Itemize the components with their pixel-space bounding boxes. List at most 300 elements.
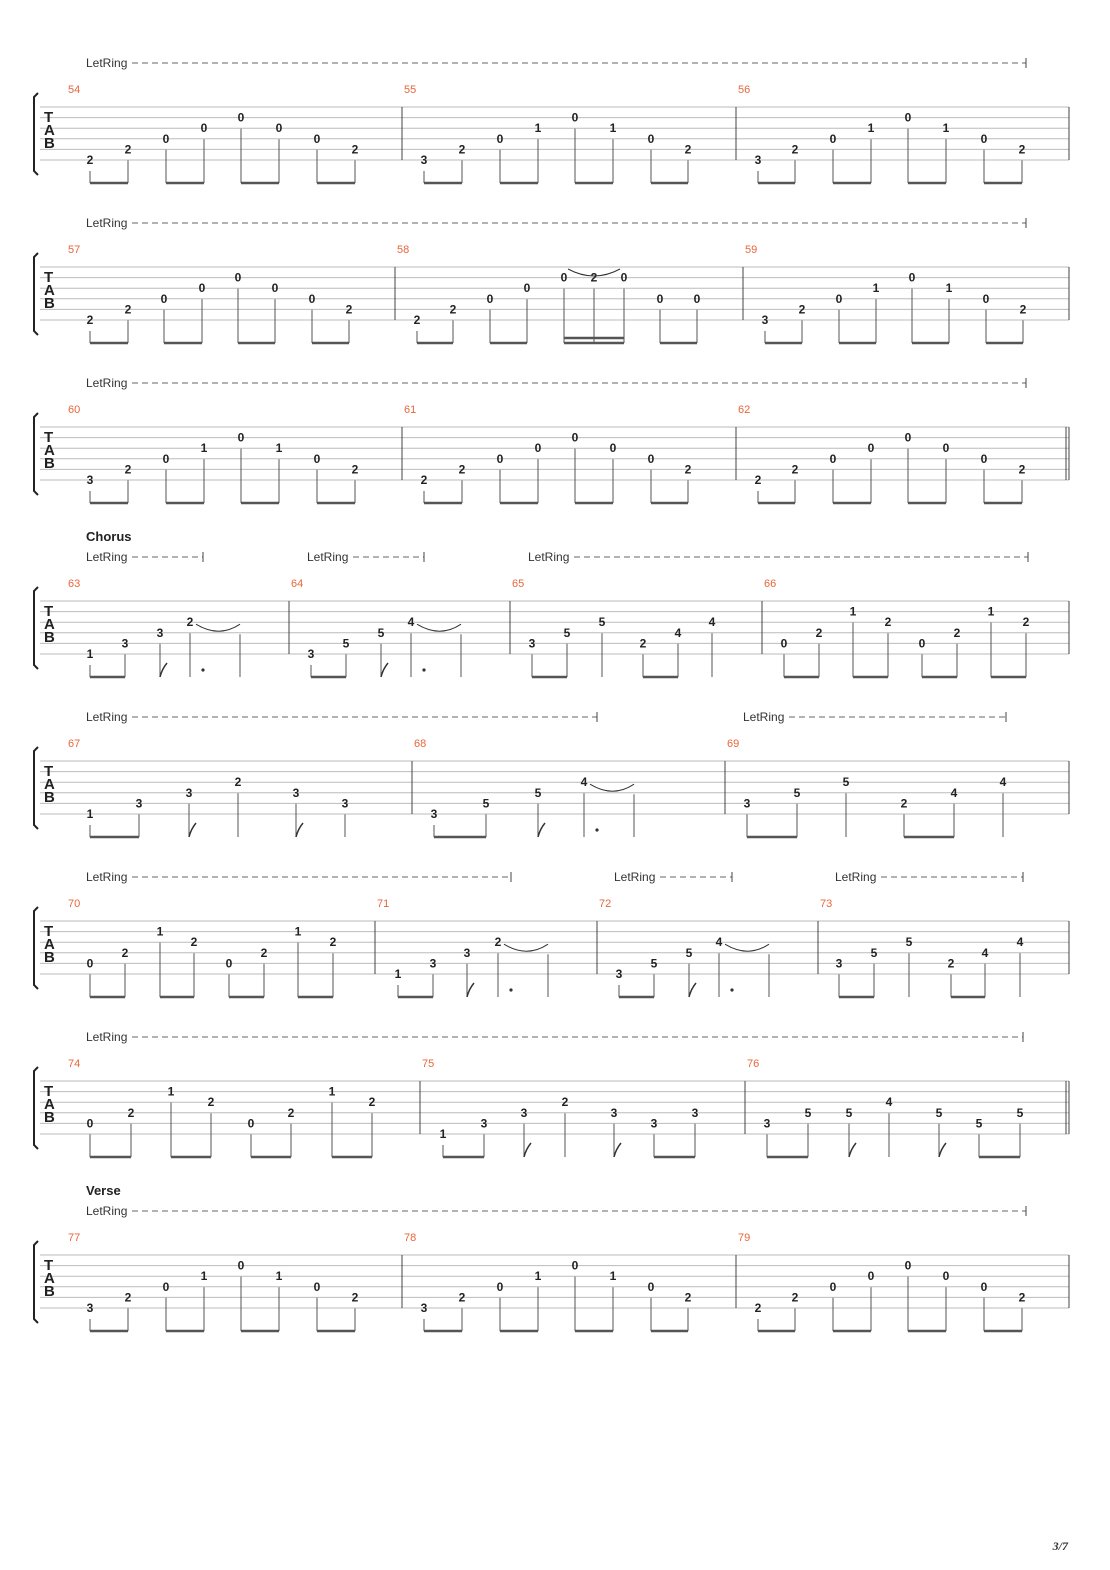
- tie-arc: [417, 624, 461, 631]
- dotted-rhythm-dot: [730, 988, 733, 991]
- let-ring-label: LetRing: [86, 870, 128, 884]
- fret-number: 1: [275, 1269, 283, 1284]
- fret-number: 2: [124, 142, 132, 157]
- fret-number: 3: [135, 796, 143, 811]
- fret-number: 0: [780, 636, 788, 651]
- fret-number: 0: [656, 291, 664, 306]
- fret-number: 5: [377, 625, 385, 640]
- fret-number: 2: [1019, 302, 1027, 317]
- tab-clef-letter: B: [44, 1283, 55, 1300]
- fret-number: 0: [620, 270, 628, 285]
- bar-number: 55: [404, 84, 417, 96]
- fret-number: 3: [307, 647, 315, 661]
- fret-number: 4: [885, 1095, 893, 1110]
- tab-clef-letter: T: [44, 109, 54, 126]
- system-bracket: [34, 1067, 38, 1149]
- fret-number: 3: [429, 956, 437, 971]
- bar-number: 75: [422, 1058, 435, 1070]
- fret-number: 2: [121, 945, 129, 960]
- fret-number: 2: [884, 615, 892, 630]
- fret-number: 4: [580, 775, 588, 790]
- fret-number: 0: [942, 441, 950, 456]
- fret-number: 5: [793, 785, 801, 800]
- fret-number: 2: [207, 1095, 215, 1110]
- fret-number: 1: [200, 441, 208, 456]
- bar-number: 72: [599, 898, 612, 910]
- bar-number: 59: [745, 244, 758, 256]
- fret-number: 3: [610, 1105, 618, 1120]
- fret-number: 0: [571, 1258, 579, 1273]
- fret-number: 5: [845, 1105, 853, 1120]
- fret-number: 5: [905, 935, 913, 950]
- fret-number: 0: [647, 451, 655, 466]
- bar-number: 74: [68, 1058, 81, 1070]
- fret-number: 0: [160, 291, 168, 306]
- note-flag: [538, 823, 545, 837]
- fret-number: 0: [647, 131, 655, 146]
- fret-number: 2: [1018, 1290, 1026, 1305]
- note-flag: [939, 1143, 946, 1157]
- fret-number: 0: [982, 291, 990, 306]
- fret-number: 0: [486, 291, 494, 306]
- tab-system: [34, 529, 1069, 677]
- fret-number: 2: [458, 142, 466, 157]
- fret-number: 3: [430, 807, 438, 821]
- measure: [738, 404, 1026, 503]
- fret-number: 2: [947, 956, 955, 971]
- tie-arc: [590, 784, 634, 791]
- tab-system: [34, 216, 1069, 343]
- fret-number: 2: [329, 935, 337, 950]
- fret-number: 5: [935, 1105, 943, 1120]
- fret-number: 3: [691, 1105, 699, 1120]
- dotted-rhythm-dot: [422, 668, 425, 671]
- tab-clef-letter: T: [44, 1257, 54, 1274]
- fret-number: 0: [308, 291, 316, 306]
- page-number: 3/7: [1052, 1539, 1068, 1553]
- note-flag: [614, 1143, 621, 1157]
- bar-number: 58: [397, 244, 410, 256]
- tie-arc: [504, 944, 548, 951]
- fret-number: 5: [563, 625, 571, 640]
- fret-number: 0: [980, 1279, 988, 1294]
- fret-number: 3: [121, 636, 129, 651]
- note-flag: [467, 983, 474, 997]
- fret-number: 2: [561, 1095, 569, 1110]
- bar-number: 57: [68, 244, 81, 256]
- fret-number: 2: [754, 473, 762, 487]
- fret-number: 1: [167, 1084, 175, 1099]
- fret-number: 3: [763, 1116, 771, 1131]
- measure: [599, 898, 769, 997]
- section-label: Verse: [86, 1183, 121, 1198]
- fret-number: 0: [247, 1116, 255, 1131]
- let-ring-label: LetRing: [86, 1204, 128, 1218]
- fret-number: 2: [190, 935, 198, 950]
- measure: [68, 738, 349, 837]
- measure: [512, 578, 716, 677]
- fret-number: 0: [237, 430, 245, 445]
- measure: [68, 244, 353, 343]
- dotted-rhythm-dot: [595, 828, 598, 831]
- tab-clef-letter: T: [44, 269, 54, 286]
- fret-number: 2: [413, 313, 421, 327]
- fret-number: 0: [534, 441, 542, 456]
- bar-number: 66: [764, 578, 777, 590]
- let-ring-label: LetRing: [86, 710, 128, 724]
- fret-number: 3: [463, 945, 471, 960]
- fret-number: 0: [693, 291, 701, 306]
- fret-number: 2: [287, 1105, 295, 1120]
- fret-number: 3: [835, 956, 843, 971]
- fret-number: 0: [647, 1279, 655, 1294]
- fret-number: 0: [271, 281, 279, 296]
- fret-number: 0: [237, 110, 245, 125]
- fret-number: 4: [708, 615, 716, 630]
- fret-number: 2: [124, 1290, 132, 1305]
- fret-number: 3: [185, 785, 193, 800]
- measure: [397, 244, 701, 343]
- measure: [414, 738, 634, 837]
- bar-number: 54: [68, 84, 81, 96]
- fret-number: 1: [987, 604, 995, 619]
- fret-number: 1: [945, 281, 953, 296]
- system-bracket: [34, 413, 38, 495]
- fret-number: 2: [351, 142, 359, 157]
- fret-number: 1: [872, 281, 880, 296]
- fret-number: 2: [590, 270, 598, 285]
- fret-number: 0: [980, 131, 988, 146]
- let-ring-label: LetRing: [86, 216, 128, 230]
- fret-number: 3: [650, 1116, 658, 1131]
- fret-number: 2: [260, 945, 268, 960]
- fret-number: 4: [674, 625, 682, 640]
- measure: [68, 84, 359, 183]
- measure: [727, 738, 1007, 837]
- fret-number: 1: [86, 647, 94, 661]
- fret-number: 5: [842, 775, 850, 790]
- measure: [820, 898, 1024, 997]
- system-bracket: [34, 907, 38, 989]
- fret-number: 0: [237, 1258, 245, 1273]
- fret-number: 3: [86, 1301, 94, 1315]
- fret-number: 0: [835, 291, 843, 306]
- fret-number: 0: [523, 281, 531, 296]
- let-ring-label: LetRing: [743, 710, 785, 724]
- fret-number: 5: [870, 945, 878, 960]
- fret-number: 2: [127, 1105, 135, 1120]
- fret-number: 2: [86, 153, 94, 167]
- tab-clef-letter: T: [44, 429, 54, 446]
- fret-number: 2: [1022, 615, 1030, 630]
- fret-number: 0: [496, 131, 504, 146]
- measure: [291, 578, 461, 677]
- fret-number: 2: [815, 625, 823, 640]
- fret-number: 2: [900, 796, 908, 811]
- tab-clef-letter: A: [44, 776, 55, 793]
- measure: [404, 1232, 692, 1331]
- fret-number: 3: [156, 625, 164, 640]
- fret-number: 3: [341, 796, 349, 811]
- note-flag: [689, 983, 696, 997]
- bar-number: 60: [68, 404, 81, 416]
- fret-number: 4: [715, 935, 723, 950]
- fret-number: 0: [200, 121, 208, 136]
- fret-number: 0: [313, 131, 321, 146]
- fret-number: 0: [275, 121, 283, 136]
- fret-number: 3: [615, 967, 623, 981]
- tab-clef-letter: A: [44, 282, 55, 299]
- note-flag: [160, 663, 167, 677]
- fret-number: 1: [609, 1269, 617, 1284]
- fret-number: 5: [1016, 1105, 1024, 1120]
- bar-number: 65: [512, 578, 525, 590]
- fret-number: 0: [234, 270, 242, 285]
- measure: [738, 84, 1026, 183]
- fret-number: 5: [342, 636, 350, 651]
- let-ring-label: LetRing: [86, 56, 128, 70]
- fret-number: 1: [439, 1127, 447, 1141]
- tab-clef-letter: T: [44, 603, 54, 620]
- fret-number: 5: [650, 956, 658, 971]
- fret-number: 0: [609, 441, 617, 456]
- tab-clef-letter: B: [44, 295, 55, 312]
- fret-number: 0: [829, 451, 837, 466]
- fret-number: 1: [534, 121, 542, 136]
- measure: [68, 578, 240, 677]
- tab-system: [34, 56, 1069, 183]
- fret-number: 3: [420, 1301, 428, 1315]
- fret-number: 0: [86, 1116, 94, 1131]
- tab-clef-letter: B: [44, 629, 55, 646]
- fret-number: 2: [684, 142, 692, 157]
- fret-number: 4: [981, 945, 989, 960]
- fret-number: 5: [482, 796, 490, 811]
- system-bracket: [34, 1241, 38, 1323]
- tab-clef-letter: A: [44, 1096, 55, 1113]
- fret-number: 0: [942, 1269, 950, 1284]
- fret-number: 0: [560, 270, 568, 285]
- fret-number: 2: [458, 1290, 466, 1305]
- let-ring-label: LetRing: [86, 550, 128, 564]
- bar-number: 70: [68, 898, 81, 910]
- fret-number: 0: [904, 110, 912, 125]
- fret-number: 2: [449, 302, 457, 317]
- fret-number: 1: [200, 1269, 208, 1284]
- fret-number: 2: [791, 142, 799, 157]
- bar-number: 73: [820, 898, 833, 910]
- fret-number: 2: [234, 775, 242, 790]
- fret-number: 3: [480, 1116, 488, 1131]
- fret-number: 2: [791, 1290, 799, 1305]
- tab-system: [34, 710, 1069, 837]
- fret-number: 2: [494, 935, 502, 950]
- tab-clef-letter: A: [44, 936, 55, 953]
- section-label: Chorus: [86, 529, 132, 544]
- fret-number: 2: [1018, 462, 1026, 477]
- fret-number: 0: [162, 131, 170, 146]
- fret-number: 0: [980, 451, 988, 466]
- measure: [747, 1058, 1024, 1157]
- fret-number: 0: [829, 1279, 837, 1294]
- tab-clef-letter: A: [44, 442, 55, 459]
- tab-clef-letter: A: [44, 1270, 55, 1287]
- fret-number: 4: [407, 615, 415, 630]
- note-flag: [849, 1143, 856, 1157]
- fret-number: 0: [225, 956, 233, 971]
- tab-clef-letter: T: [44, 763, 54, 780]
- fret-number: 0: [867, 441, 875, 456]
- fret-number: 4: [1016, 935, 1024, 950]
- fret-number: 2: [458, 462, 466, 477]
- fret-number: 1: [394, 967, 402, 981]
- fret-number: 0: [904, 430, 912, 445]
- note-flag: [381, 663, 388, 677]
- tab-clef-letter: B: [44, 135, 55, 152]
- let-ring-label: LetRing: [86, 1030, 128, 1044]
- let-ring-label: LetRing: [528, 550, 570, 564]
- fret-number: 0: [496, 451, 504, 466]
- tab-clef-letter: T: [44, 1083, 54, 1100]
- fret-number: 3: [761, 313, 769, 327]
- measure: [404, 404, 692, 503]
- note-flag: [524, 1143, 531, 1157]
- let-ring-label: LetRing: [614, 870, 656, 884]
- measure: [764, 578, 1030, 677]
- tab-clef-letter: B: [44, 455, 55, 472]
- let-ring-label: LetRing: [86, 376, 128, 390]
- measure: [422, 1058, 699, 1157]
- measure: [68, 898, 337, 997]
- let-ring-label: LetRing: [835, 870, 877, 884]
- fret-number: 1: [294, 924, 302, 939]
- fret-number: 2: [124, 462, 132, 477]
- fret-number: 0: [571, 430, 579, 445]
- tab-clef-letter: T: [44, 923, 54, 940]
- fret-number: 1: [609, 121, 617, 136]
- bar-number: 71: [377, 898, 390, 910]
- fret-number: 0: [162, 451, 170, 466]
- bar-number: 63: [68, 578, 81, 590]
- bar-number: 77: [68, 1232, 81, 1244]
- tab-clef-letter: B: [44, 789, 55, 806]
- fret-number: 2: [684, 1290, 692, 1305]
- fret-number: 3: [743, 796, 751, 811]
- fret-number: 2: [1018, 142, 1026, 157]
- measure: [404, 84, 692, 183]
- fret-number: 5: [534, 785, 542, 800]
- measure: [68, 404, 359, 503]
- bar-number: 76: [747, 1058, 760, 1070]
- bar-number: 62: [738, 404, 751, 416]
- fret-number: 0: [571, 110, 579, 125]
- tab-clef-letter: A: [44, 616, 55, 633]
- let-ring-label: LetRing: [307, 550, 349, 564]
- tab-clef-letter: B: [44, 949, 55, 966]
- measure: [738, 1232, 1026, 1331]
- fret-number: 5: [804, 1105, 812, 1120]
- system-bracket: [34, 253, 38, 335]
- note-flag: [189, 823, 196, 837]
- fret-number: 5: [975, 1116, 983, 1131]
- dotted-rhythm-dot: [509, 988, 512, 991]
- measure: [377, 898, 548, 997]
- note-flag: [296, 823, 303, 837]
- fret-number: 0: [198, 281, 206, 296]
- tab-clef-letter: B: [44, 1109, 55, 1126]
- fret-number: 1: [942, 121, 950, 136]
- fret-number: 1: [86, 807, 94, 821]
- bar-number: 64: [291, 578, 304, 590]
- fret-number: 2: [124, 302, 132, 317]
- fret-number: 3: [528, 636, 536, 651]
- tie-arc: [725, 944, 769, 951]
- fret-number: 4: [950, 785, 958, 800]
- fret-number: 2: [368, 1095, 376, 1110]
- fret-number: 5: [598, 615, 606, 630]
- fret-number: 0: [918, 636, 926, 651]
- fret-number: 1: [534, 1269, 542, 1284]
- fret-number: 2: [754, 1301, 762, 1315]
- fret-number: 3: [292, 785, 300, 800]
- fret-number: 2: [798, 302, 806, 317]
- fret-number: 2: [639, 636, 647, 651]
- dotted-rhythm-dot: [201, 668, 204, 671]
- tab-system: [34, 1183, 1069, 1331]
- bar-number: 67: [68, 738, 81, 750]
- bar-number: 56: [738, 84, 751, 96]
- tab-system: [34, 376, 1069, 503]
- fret-number: 2: [351, 1290, 359, 1305]
- fret-number: 0: [86, 956, 94, 971]
- tab-system: [34, 870, 1069, 997]
- fret-number: 2: [345, 302, 353, 317]
- measure: [68, 1232, 359, 1331]
- fret-number: 3: [86, 473, 94, 487]
- bar-number: 61: [404, 404, 417, 416]
- fret-number: 2: [86, 313, 94, 327]
- fret-number: 4: [999, 775, 1007, 790]
- fret-number: 2: [420, 473, 428, 487]
- measure: [68, 1058, 376, 1157]
- bar-number: 69: [727, 738, 740, 750]
- system-bracket: [34, 747, 38, 829]
- measure: [745, 244, 1027, 343]
- fret-number: 0: [904, 1258, 912, 1273]
- fret-number: 2: [953, 625, 961, 640]
- bar-number: 68: [414, 738, 427, 750]
- fret-number: 1: [328, 1084, 336, 1099]
- fret-number: 3: [420, 153, 428, 167]
- fret-number: 2: [351, 462, 359, 477]
- fret-number: 0: [908, 270, 916, 285]
- fret-number: 0: [313, 1279, 321, 1294]
- bar-number: 79: [738, 1232, 751, 1244]
- fret-number: 1: [275, 441, 283, 456]
- fret-number: 0: [313, 451, 321, 466]
- fret-number: 2: [684, 462, 692, 477]
- system-bracket: [34, 587, 38, 669]
- fret-number: 0: [162, 1279, 170, 1294]
- tab-clef-letter: A: [44, 122, 55, 139]
- system-bracket: [34, 93, 38, 175]
- fret-number: 1: [849, 604, 857, 619]
- fret-number: 0: [867, 1269, 875, 1284]
- fret-number: 0: [496, 1279, 504, 1294]
- bar-number: 78: [404, 1232, 417, 1244]
- fret-number: 2: [791, 462, 799, 477]
- fret-number: 3: [520, 1105, 528, 1120]
